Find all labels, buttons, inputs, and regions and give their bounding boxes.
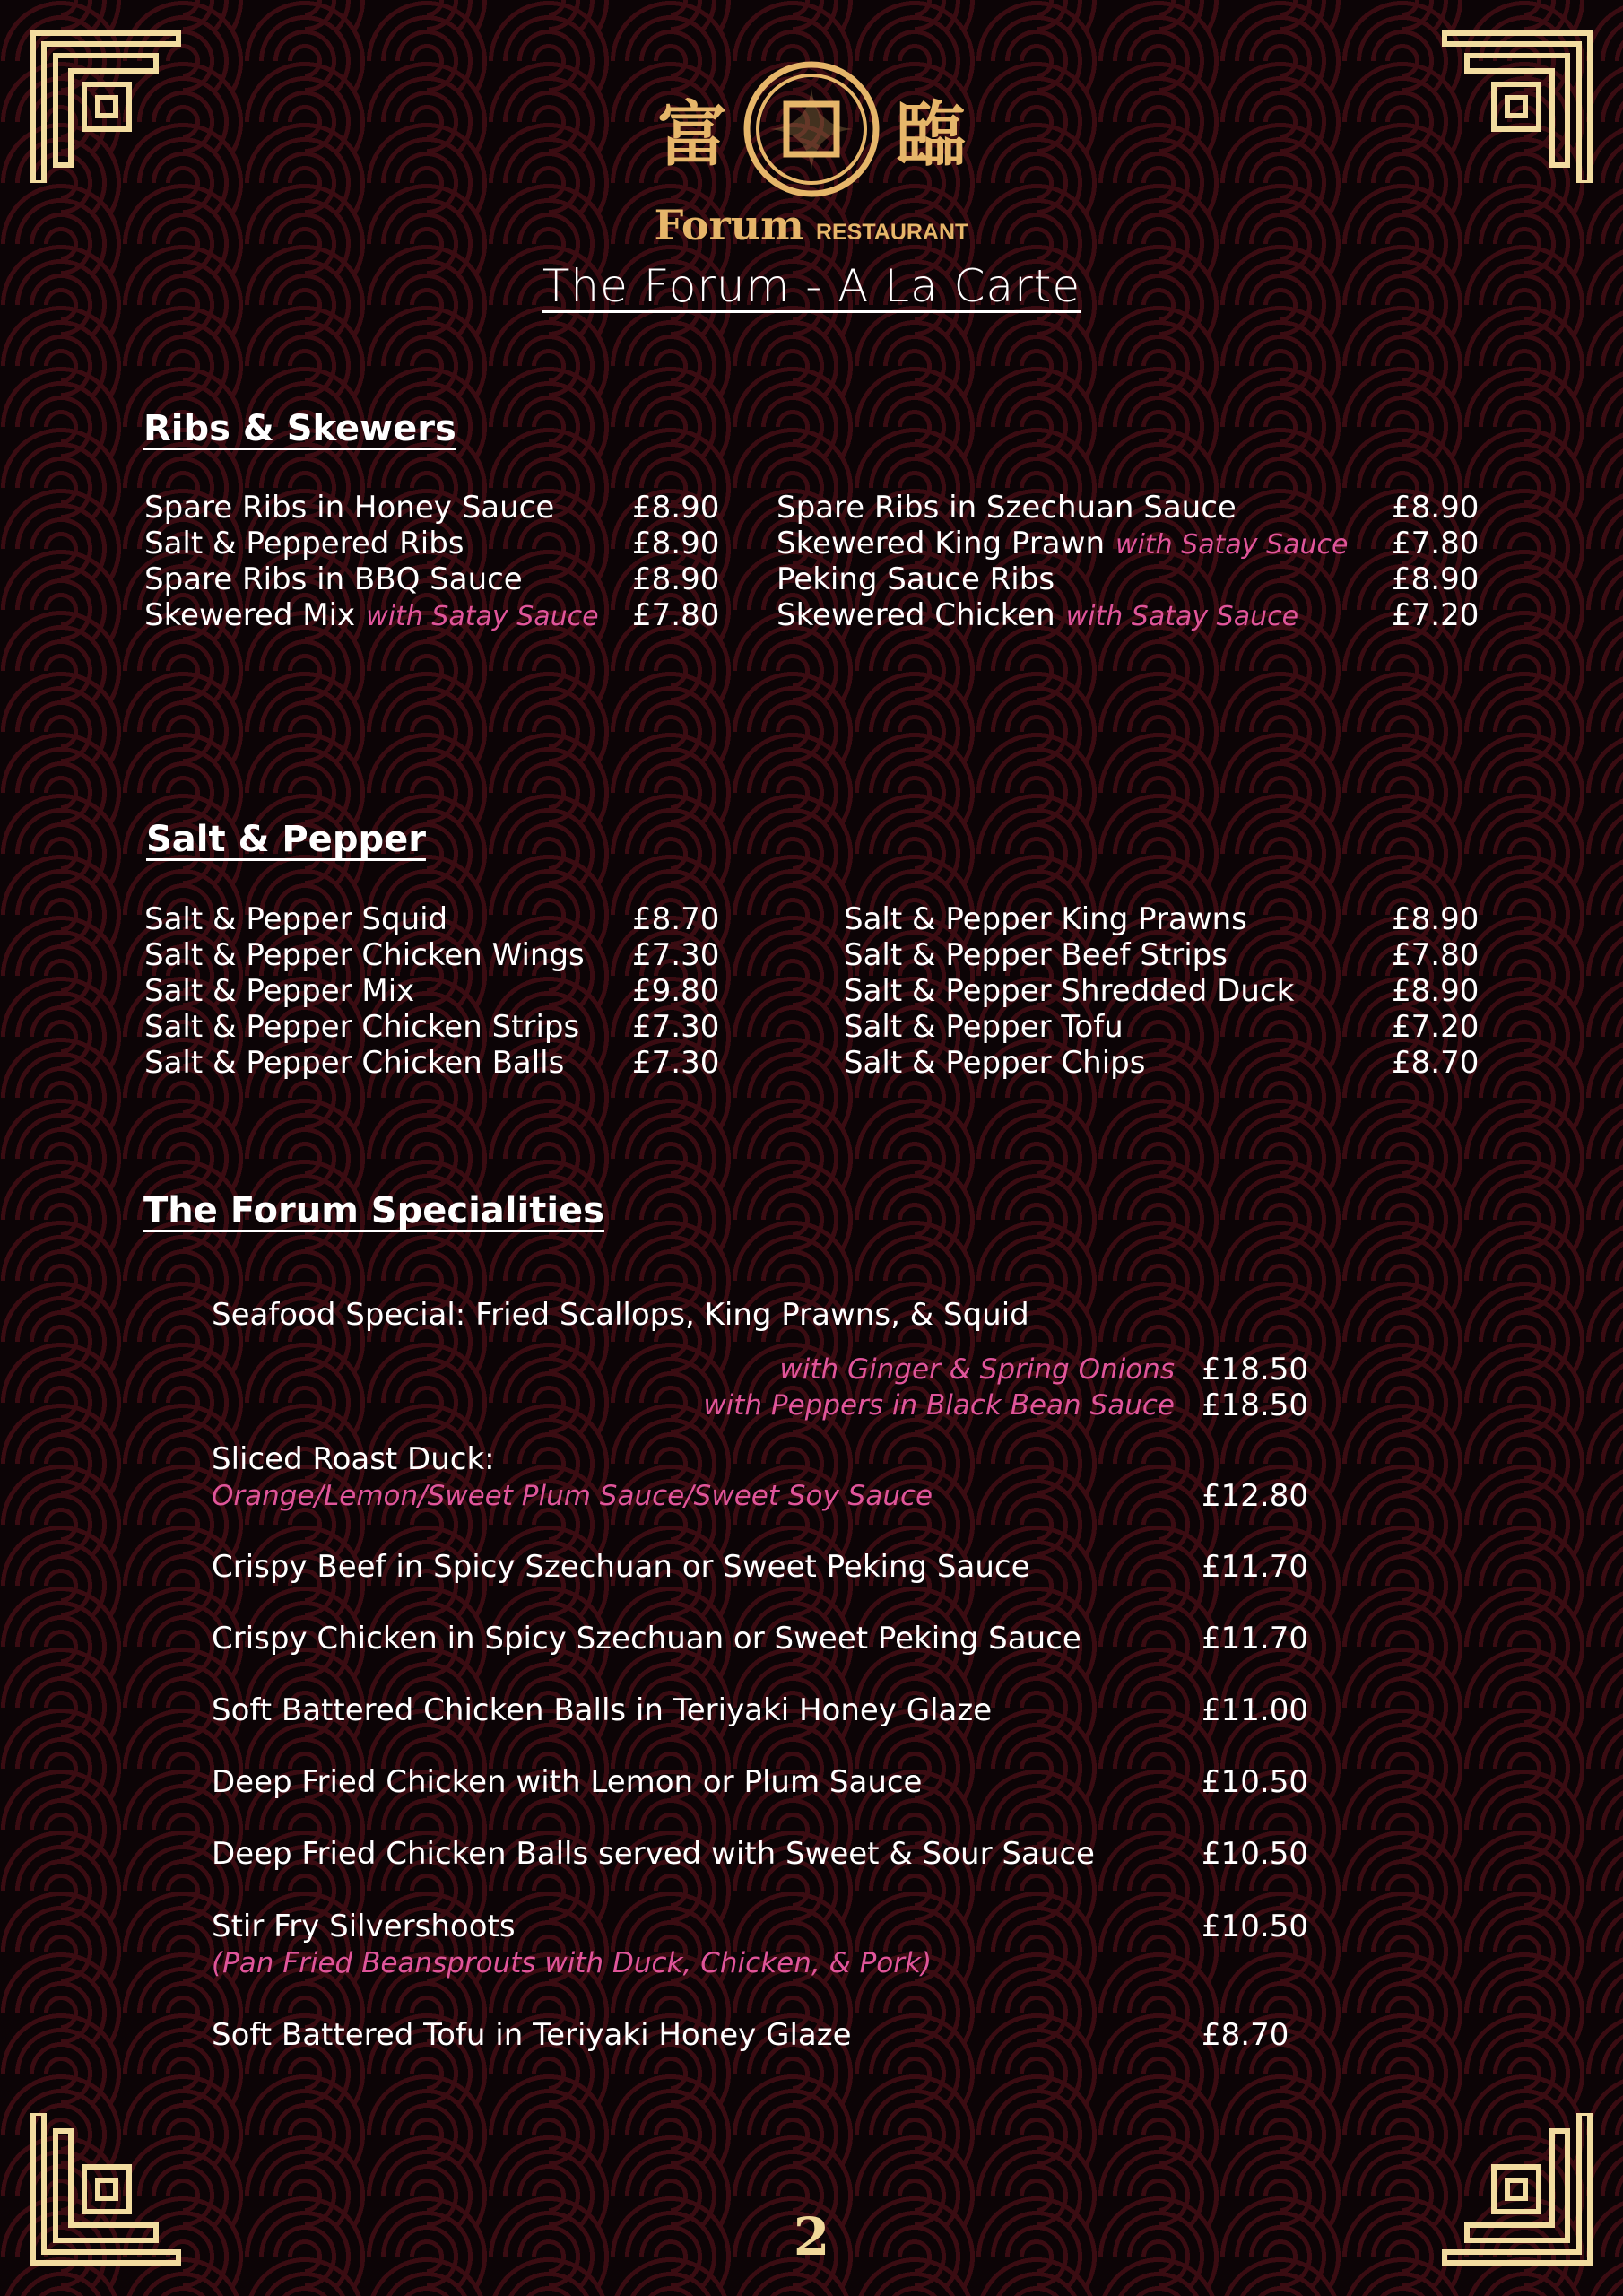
menu-item-name: Salt & Pepper Tofu (844, 1009, 1124, 1045)
seafood-option1-note: with Ginger & Spring Onions (779, 1353, 1175, 1386)
roast-duck-note: Orange/Lemon/Sweet Plum Sauce/Sweet Soy Sauce (212, 1480, 933, 1512)
menu-item-name: Skewered Chicken with Satay Sauce (777, 597, 1299, 633)
logo-name: Forum (654, 201, 804, 249)
logo-restaurant-label: RESTAURANT (815, 220, 969, 245)
roast-duck-name: Sliced Roast Duck: (212, 1441, 495, 1477)
menu-item-name: Salt & Pepper Squid (144, 901, 448, 937)
menu-item-name: Skewered Mix with Satay Sauce (144, 597, 599, 633)
speciality-item-price: £10.50 (1202, 1836, 1308, 1872)
section-heading-salt-pepper: Salt & Pepper (146, 819, 426, 860)
menu-title: The Forum - A La Carte (542, 260, 1081, 312)
section-heading-specialities: The Forum Specialities (143, 1190, 604, 1231)
menu-item-note: with Satay Sauce (1115, 529, 1349, 561)
menu-item-name: Spare Ribs in Honey Sauce (144, 490, 555, 526)
speciality-item-name: Soft Battered Chicken Balls in Teriyaki Honey Glaze (212, 1692, 993, 1728)
menu-item-row (144, 597, 740, 633)
menu-item-row (844, 1009, 1499, 1045)
menu-item-row (144, 1009, 740, 1045)
coin-icon (743, 61, 880, 197)
speciality-item-name: Crispy Beef in Spicy Szechuan or Sweet Peking Sauce (212, 1549, 1030, 1585)
speciality-item-name: Deep Fried Chicken Balls served with Sweet & Sour Sauce (212, 1836, 1095, 1872)
speciality-item-name: Crispy Chicken in Spicy Szechuan or Sweet Peking Sauce (212, 1621, 1081, 1657)
menu-item-price: £8.90 (1392, 901, 1480, 937)
menu-item-row (844, 901, 1499, 937)
menu-item-name: Salt & Pepper King Prawns (844, 901, 1247, 937)
silvershoots-name: Stir Fry Silvershoots (212, 1909, 516, 1944)
menu-item-price: £8.90 (632, 526, 720, 561)
menu-item-name: Salt & Pepper Chicken Strips (144, 1009, 580, 1045)
menu-item-price: £7.30 (632, 937, 720, 973)
tofu-price: £8.70 (1202, 2017, 1289, 2053)
seafood-option1-price: £18.50 (1202, 1352, 1308, 1387)
menu-item-name: Skewered King Prawn with Satay Sauce (777, 526, 1349, 561)
menu-item-row (144, 561, 740, 597)
menu-item-name: Spare Ribs in BBQ Sauce (144, 561, 523, 597)
menu-item-row (144, 937, 740, 973)
menu-item-price: £7.80 (1392, 937, 1480, 973)
menu-item-row (144, 1045, 740, 1081)
menu-item-price: £8.90 (632, 561, 720, 597)
section-heading-ribs-skewers: Ribs & Skewers (143, 408, 456, 449)
menu-item-row (777, 490, 1499, 526)
menu-item-name: Peking Sauce Ribs (777, 561, 1055, 597)
menu-item-name: Salt & Pepper Chicken Wings (144, 937, 585, 973)
menu-item-price: £7.30 (632, 1009, 720, 1045)
menu-item-price: £7.20 (1392, 1009, 1480, 1045)
menu-item-price: £8.90 (1392, 561, 1480, 597)
menu-item-price: £8.70 (1392, 1045, 1480, 1081)
speciality-item-price: £10.50 (1202, 1764, 1308, 1800)
menu-item-row (144, 526, 740, 561)
menu-item-name: Salt & Peppered Ribs (144, 526, 464, 561)
menu-item-name: Salt & Pepper Mix (144, 973, 415, 1009)
menu-item-name: Salt & Pepper Chicken Balls (144, 1045, 565, 1081)
seafood-special-name: Seafood Special: Fried Scallops, King Prawns, & Squid (212, 1297, 1029, 1333)
menu-item-row (144, 490, 740, 526)
menu-item-row (777, 526, 1499, 561)
menu-item-row (144, 973, 740, 1009)
page-number: 2 (793, 2206, 830, 2267)
speciality-item-name: Deep Fried Chicken with Lemon or Plum Sauce (212, 1764, 923, 1800)
menu-item-note: with Satay Sauce (366, 601, 599, 632)
menu-item-price: £8.70 (632, 901, 720, 937)
menu-item-price: £7.80 (632, 597, 720, 633)
restaurant-logo (0, 61, 1623, 249)
menu-item-note: with Satay Sauce (1065, 601, 1299, 632)
speciality-item-price: £11.00 (1202, 1692, 1308, 1728)
menu-item-price: £8.90 (1392, 490, 1480, 526)
speciality-item-price: £11.70 (1202, 1621, 1308, 1657)
tofu-name: Soft Battered Tofu in Teriyaki Honey Glaze (212, 2017, 852, 2053)
menu-item-row (777, 597, 1499, 633)
menu-item-name: Spare Ribs in Szechuan Sauce (777, 490, 1237, 526)
logo-char-right: 臨 (896, 94, 967, 176)
menu-item-row (844, 973, 1499, 1009)
menu-item-row (144, 901, 740, 937)
seafood-option2-note: with Peppers in Black Bean Sauce (703, 1389, 1175, 1422)
menu-item-name: Salt & Pepper Shredded Duck (844, 973, 1295, 1009)
seafood-option2-price: £18.50 (1202, 1387, 1308, 1423)
menu-item-price: £8.90 (632, 490, 720, 526)
menu-item-price: £7.20 (1392, 597, 1480, 633)
logo-char-left: 富 (656, 94, 727, 176)
menu-item-row (844, 1045, 1499, 1081)
silvershoots-price: £10.50 (1202, 1909, 1308, 1944)
menu-item-name: Salt & Pepper Beef Strips (844, 937, 1228, 973)
menu-item-price: £9.80 (632, 973, 720, 1009)
menu-item-name: Salt & Pepper Chips (844, 1045, 1146, 1081)
menu-item-row (844, 937, 1499, 973)
menu-item-row (777, 561, 1499, 597)
silvershoots-note: (Pan Fried Beansprouts with Duck, Chicken, & Pork) (212, 1947, 933, 1979)
menu-item-price: £7.30 (632, 1045, 720, 1081)
speciality-item-price: £11.70 (1202, 1549, 1308, 1585)
roast-duck-price: £12.80 (1202, 1478, 1308, 1514)
menu-item-price: £7.80 (1392, 526, 1480, 561)
menu-item-price: £8.90 (1392, 973, 1480, 1009)
